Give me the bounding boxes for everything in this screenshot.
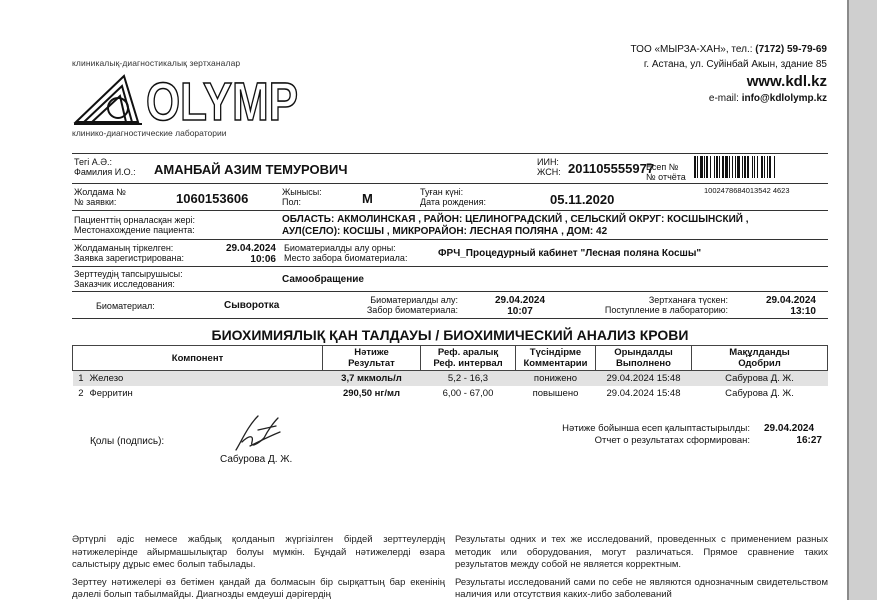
reference-interval: 6,00 - 67,00	[442, 387, 494, 399]
name-label-ru: Фамилия И.О.:	[74, 167, 136, 177]
header-label-ru: Выполнено	[616, 358, 671, 369]
patient-info-grid	[72, 153, 828, 319]
lab-logo-block	[72, 58, 312, 138]
signature-label: Қолы (подпись):	[90, 436, 165, 447]
row-number: 2	[78, 387, 84, 399]
collection-site-label-kz: Биоматериалды алу орны:	[284, 243, 396, 253]
result-value: 290,50 нг/мл	[342, 387, 401, 399]
disclaimer-kz-p2: Зерттеу нәтижелері өз бетімен қандай да болмасын бір сырқаттың бар екенінің дәлелі болып табылмайды. Диагнозды емдеуші дәрігердің	[72, 576, 445, 600]
report-generated-datetime	[764, 423, 822, 447]
company-phone: (7172) 59-79-69	[755, 44, 827, 55]
disclaimer-kz	[72, 534, 445, 607]
header-label-kz: Орындалды	[614, 347, 673, 358]
header-label-kz: Реф. аралық	[437, 347, 499, 358]
header-label-ru: Результат	[348, 358, 395, 369]
olymp-logo-icon	[72, 70, 304, 132]
customer-label-ru: Заказчик исследования:	[74, 279, 175, 289]
lab-arrival-date: 29.04.2024	[765, 295, 816, 306]
customer-label-kz: Зерттеудің тапсырушысы:	[74, 269, 183, 279]
table-row	[73, 371, 828, 386]
location-label-ru: Местонахождение пациента:	[74, 225, 195, 235]
collection-site-label-ru: Место забора биоматериала:	[284, 253, 408, 263]
biomaterial: Сыворотка	[224, 300, 280, 311]
collection-site: ФРЧ_Процедурный кабинет "Лесная поляна Косшы"	[438, 248, 702, 259]
header-label-kz: Нәтиже	[354, 347, 389, 358]
sex-label-kz: Жынысы:	[282, 187, 322, 197]
info-row-request	[72, 184, 828, 211]
registration-label-kz: Жолдаманың тіркелген:	[74, 243, 174, 253]
registration-time: 10:06	[250, 254, 276, 265]
request-label-kz: Жолдама №	[74, 187, 126, 197]
location-label	[74, 215, 195, 235]
email-line	[631, 91, 828, 106]
header-label-kz: Түсіндірме	[529, 347, 582, 358]
header-label-ru: Одобрил	[738, 358, 781, 369]
dob-label-kz: Туған күні:	[420, 187, 464, 197]
component-name: Железо	[87, 371, 323, 386]
biomaterial-label: Биоматериал:	[96, 301, 155, 311]
collection-site-label	[284, 243, 407, 263]
header-cell	[421, 346, 516, 371]
lab-arrival-label	[582, 295, 728, 315]
patient-dob: 05.11.2020	[550, 192, 615, 207]
header-label-ru: Комментарии	[523, 358, 588, 369]
disclaimer-ru-p1: Результаты одних и тех же исследований, проведенных с применением разных методик или оборудования, могут различаться. Прямое сравнение таких результатов между собой не является корректным.	[455, 534, 828, 570]
location-line-1: ОБЛАСТЬ: АКМОЛИНСКАЯ , РАЙОН: ЦЕЛИНОГРАДСКИЙ , СЕЛЬСКИЙ ОКРУГ: КОСШЫНСКИЙ ,	[282, 214, 749, 225]
customer: Самообращение	[282, 274, 364, 285]
disclaimer-footer	[72, 534, 828, 607]
report-generated-label-ru: Отчет о результатах сформирован:	[594, 435, 750, 446]
result-comment: понижено	[516, 371, 596, 386]
completed-datetime: 29.04.2024 15:48	[596, 371, 692, 386]
results-header-row	[73, 346, 828, 371]
completed-datetime: 29.04.2024 15:48	[606, 387, 681, 399]
scanner-margin	[847, 0, 877, 600]
registration-label	[74, 243, 184, 263]
company-address: г. Астана, ул. Суйінбай Акын, здание 85	[643, 59, 827, 70]
location-line-2: АУЛ(СЕЛО): КОСШЫ , МИКРОРАЙОН: ЛЕСНАЯ ПОЛЯНА , ДОМ: 42	[282, 226, 608, 237]
iin-label-1: ИИН:	[537, 157, 559, 167]
results-table	[72, 345, 828, 401]
table-row	[73, 386, 828, 401]
header-cell	[516, 346, 596, 371]
sex-label-ru: Пол:	[282, 197, 302, 207]
email-prefix: e-mail:	[708, 93, 742, 104]
name-label-kz: Тегі А.Ә.:	[74, 157, 113, 167]
request-label-ru: № заявки:	[74, 197, 117, 207]
header-label-kz: Мақұлданды	[729, 347, 790, 358]
report-generated-label	[520, 423, 750, 447]
info-row-customer	[72, 267, 828, 292]
header-label-kz: Компонент	[171, 352, 224, 364]
website-link[interactable]: www.kdl.kz	[746, 73, 827, 90]
registration-datetime	[216, 243, 276, 265]
iin-label-2: ЖСН:	[537, 167, 561, 177]
registration-label-ru: Заявка зарегистрирована:	[74, 253, 185, 263]
patient-name: АМАНБАЙ АЗИМ ТЕМУРОВИЧ	[154, 162, 348, 177]
sex-label	[282, 187, 322, 207]
company-line	[631, 42, 828, 57]
signature-name: Сабурова Д. Ж.	[220, 454, 293, 465]
collection-label-ru: Забор биоматериала:	[366, 305, 458, 315]
collection-label	[348, 295, 458, 315]
request-label	[74, 187, 126, 207]
report-generated-date: 29.04.2024	[764, 423, 815, 434]
email-link[interactable]: info@kdlolymp.kz	[741, 93, 827, 104]
info-row-registration	[72, 240, 828, 267]
result-value: 3,7 мкмоль/л	[323, 371, 421, 386]
approved-by: Сабурова Д. Ж.	[692, 371, 828, 386]
collection-label-kz: Биоматериалды алу:	[370, 295, 458, 305]
iin-label	[537, 157, 561, 177]
disclaimer-kz-p1: Әртүрлі әдіс немесе жабдық қолданып жүргізілген бірдей зерттеулердің нәтижелерінде айырмашылықтар болуы мүмкін. Бұндай нәтижелерді өзара салыстыру дұрыс емес болып табылады.	[72, 534, 445, 570]
collection-date: 29.04.2024	[494, 295, 546, 306]
collection-datetime	[482, 295, 558, 317]
lab-arrival-label-ru: Поступление в лабораторию:	[604, 305, 728, 315]
header-cell	[323, 346, 421, 371]
logo-caption-kz: клиникалық-диагностикалық зертханалар	[72, 58, 241, 68]
header-cell	[692, 346, 828, 371]
lab-arrival-time: 13:10	[790, 306, 816, 317]
report-generated-time: 16:27	[796, 435, 822, 446]
lab-arrival-label-kz: Зертханаға түскен:	[648, 295, 728, 305]
results-body	[73, 371, 828, 401]
row-number: 1	[73, 371, 87, 386]
dob-label	[420, 187, 486, 207]
report-label-ru: № отчёта	[646, 172, 686, 182]
header-cell	[73, 346, 323, 371]
result-comment: повышено	[532, 387, 579, 399]
company-name: ТОО «МЫРЗА-ХАН», тел.:	[630, 44, 756, 55]
report-label-kz: Есеп №	[646, 162, 679, 172]
collection-time: 10:07	[507, 306, 533, 317]
dob-label-ru: Дата рождения:	[420, 197, 486, 207]
report-label	[646, 162, 686, 182]
barcode-number: 1002478684013542 4623	[704, 186, 790, 195]
patient-sex: М	[362, 191, 373, 206]
report-barcode	[694, 156, 777, 178]
component-name: Ферритин	[89, 387, 133, 399]
header-cell	[596, 346, 692, 371]
name-label	[74, 157, 136, 177]
registration-date: 29.04.2024	[225, 243, 276, 254]
customer-label	[74, 269, 183, 289]
disclaimer-ru	[455, 534, 828, 607]
header-label-ru: Реф. интервал	[433, 358, 503, 369]
company-contact-block	[631, 42, 828, 106]
info-row-location	[72, 211, 828, 240]
request-number: 1060153606	[176, 191, 249, 206]
patient-location	[282, 214, 749, 238]
disclaimer-ru-p2: Результаты исследований сами по себе не являются однозначным свидетельством наличия или отсутствия каких-либо заболеваний	[455, 576, 828, 600]
lab-arrival-datetime	[744, 295, 816, 317]
logo-wordmark: OLYMP	[146, 72, 298, 132]
approved-by: Сабурова Д. Ж.	[725, 387, 794, 399]
signature-scribble-icon	[228, 412, 284, 454]
location-label-kz: Пациенттің орналасқан жері:	[74, 215, 196, 225]
report-generated-label-kz: Нәтиже бойынша есеп қалыптастырылды:	[562, 423, 750, 434]
patient-iin: 201105555977	[568, 161, 655, 176]
info-row-biomaterial	[72, 292, 828, 319]
section-title: БИОХИМИЯЛЫҚ ҚАН ТАЛДАУЫ / БИОХИМИЧЕСКИЙ АНАЛИЗ КРОВИ	[211, 327, 689, 343]
reference-interval: 5,2 - 16,3	[421, 371, 516, 386]
logo-caption-ru: клинико-диагностические лаборатории	[72, 128, 227, 138]
barcode-bar	[775, 156, 777, 178]
